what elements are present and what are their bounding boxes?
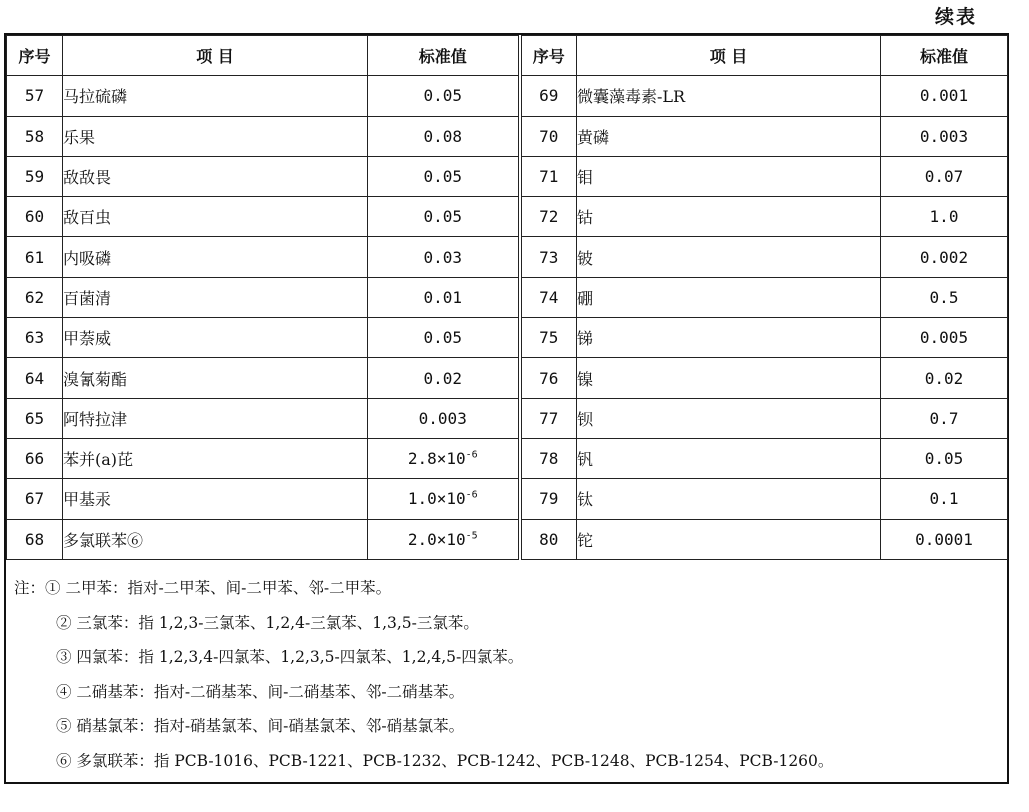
cell-value <box>881 197 1008 237</box>
cell-item <box>63 398 368 438</box>
cell-no <box>7 318 63 358</box>
cell-value-text: 0.05 <box>423 86 463 106</box>
cell-item <box>577 156 881 196</box>
table-row <box>7 318 1008 358</box>
cell-value <box>368 519 520 559</box>
cell-value <box>368 438 520 478</box>
cell-item-text: 镍 <box>577 369 594 389</box>
cell-no <box>7 519 63 559</box>
cell-value <box>368 197 520 237</box>
cell-value-text: 1.0×10 <box>407 489 466 509</box>
cell-item-text: 甲基汞 <box>63 490 112 510</box>
note-line <box>14 571 1007 606</box>
cell-item-text: 敌敌畏 <box>63 168 112 188</box>
cell-value-text: 0.0001 <box>915 529 973 549</box>
cell-value <box>881 438 1008 478</box>
note-line: ② 三氯苯：指 1,2,3-三氯苯、1,2,4-三氯苯、1,3,5-三氯苯。 <box>56 613 479 632</box>
cell-no-text: 62 <box>24 287 45 307</box>
cell-no <box>520 156 577 196</box>
cell-item <box>63 116 368 156</box>
cell-item <box>577 358 881 398</box>
cell-value-text: 0.05 <box>924 449 964 469</box>
cell-value <box>881 237 1008 277</box>
cell-no <box>7 479 63 519</box>
cell-item <box>577 318 881 358</box>
cell-item-text: 多氯联苯⑥ <box>63 530 144 550</box>
cell-item <box>63 519 368 559</box>
cell-no-text: 63 <box>24 328 45 348</box>
cell-item <box>63 318 368 358</box>
header-row <box>7 36 1008 76</box>
cell-no <box>520 277 577 317</box>
cell-value-text: 2.0×10 <box>407 529 466 549</box>
cell-item <box>577 438 881 478</box>
cell-item-text: 钡 <box>577 409 594 429</box>
cell-value-text: 0.5 <box>929 287 959 307</box>
cell-no <box>7 277 63 317</box>
cell-item <box>577 479 881 519</box>
cell-no <box>7 116 63 156</box>
cell-no-text: 64 <box>24 368 45 388</box>
cell-value-text: 0.003 <box>919 126 969 146</box>
note-line: ⑥ 多氯联苯：指 PCB-1016、PCB-1221、PCB-1232、PCB-1242、PCB-1248、PCB-1254、PCB-1260。 <box>56 751 834 770</box>
cell-no-text: 76 <box>539 368 559 388</box>
notes-prefix: 注： <box>14 579 46 597</box>
cell-value <box>368 76 520 116</box>
cell-value <box>881 318 1008 358</box>
header-item: 项 目 <box>63 36 368 76</box>
table-row <box>7 479 1008 519</box>
table-row <box>7 358 1008 398</box>
cell-item-text: 苯并(a)芘 <box>63 450 134 470</box>
cell-no-text: 72 <box>539 207 559 227</box>
cell-no-text: 59 <box>24 167 45 187</box>
cell-value-text: 0.001 <box>919 86 969 106</box>
cell-item-text: 敌百虫 <box>63 208 112 228</box>
table-row <box>7 76 1008 116</box>
cell-value <box>368 358 520 398</box>
cell-value-text: 0.02 <box>924 368 964 388</box>
cell-no-text: 65 <box>24 408 45 428</box>
cell-value-text: 0.003 <box>418 408 467 428</box>
exponent: -6 <box>465 449 478 461</box>
cell-no-text: 74 <box>539 287 559 307</box>
cell-value-text: 0.02 <box>423 368 463 388</box>
cell-value <box>881 479 1008 519</box>
cell-value-text: 1.0 <box>929 207 959 227</box>
cell-item <box>577 197 881 237</box>
cell-no <box>520 438 577 478</box>
cell-value <box>881 156 1008 196</box>
note-line: ④ 二硝基苯：指对-二硝基苯、间-二硝基苯、邻-二硝基苯。 <box>56 682 465 701</box>
cell-no-text: 68 <box>24 529 45 549</box>
exponent: -5 <box>465 530 478 542</box>
cell-item-text: 甲萘威 <box>63 329 112 349</box>
cell-no <box>7 398 63 438</box>
cell-value-text: 0.07 <box>924 167 964 187</box>
header-value: 标准值 <box>368 36 520 76</box>
cell-value <box>368 479 520 519</box>
header-no: 序号 <box>7 36 63 76</box>
cell-value <box>368 237 520 277</box>
header-no: 序号 <box>520 36 577 76</box>
cell-value-text: 0.05 <box>423 207 463 227</box>
notes-section <box>6 559 1007 782</box>
cell-item-text: 内吸磷 <box>63 248 112 268</box>
cell-no <box>7 237 63 277</box>
cell-item-text: 马拉硫磷 <box>63 87 128 107</box>
cell-no <box>520 197 577 237</box>
table-row <box>7 237 1008 277</box>
table-row <box>7 519 1008 559</box>
cell-item-text: 钛 <box>577 490 594 510</box>
cell-no <box>520 398 577 438</box>
cell-value <box>881 277 1008 317</box>
cell-value-text: 2.8×10 <box>407 449 466 469</box>
cell-no <box>520 358 577 398</box>
cell-item <box>577 277 881 317</box>
cell-value <box>881 398 1008 438</box>
cell-item-text: 铍 <box>577 248 594 268</box>
cell-value-text: 0.01 <box>423 287 463 307</box>
cell-item-text: 溴氰菊酯 <box>63 369 128 389</box>
cell-no-text: 77 <box>539 408 559 428</box>
cell-value-text: 0.05 <box>423 167 463 187</box>
cell-no <box>7 156 63 196</box>
cell-item-text: 硼 <box>577 288 594 308</box>
cell-no-text: 66 <box>24 449 45 469</box>
cell-item <box>63 197 368 237</box>
cell-item <box>63 156 368 196</box>
cell-value-text: 0.1 <box>929 489 959 509</box>
cell-no <box>7 76 63 116</box>
cell-item-text: 乐果 <box>63 127 96 147</box>
header-item: 项 目 <box>577 36 881 76</box>
cell-no-text: 58 <box>24 126 45 146</box>
cell-item <box>63 76 368 116</box>
cell-no-text: 61 <box>24 247 45 267</box>
exponent: -6 <box>465 490 478 502</box>
cell-value <box>368 116 520 156</box>
cell-value-text: 0.08 <box>423 126 463 146</box>
cell-no-text: 71 <box>539 167 559 187</box>
cell-no <box>520 116 577 156</box>
cell-no <box>7 358 63 398</box>
cell-item-text: 阿特拉津 <box>63 409 128 429</box>
cell-value-text: 0.7 <box>929 408 959 428</box>
cell-no <box>520 519 577 559</box>
cell-no <box>7 197 63 237</box>
cell-no-text: 73 <box>539 247 559 267</box>
cell-no <box>520 237 577 277</box>
cell-value-text: 0.002 <box>919 247 969 267</box>
cell-no-text: 80 <box>539 529 559 549</box>
note-line: ③ 四氯苯：指 1,2,3,4-四氯苯、1,2,3,5-四氯苯、1,2,4,5-四氯苯。 <box>56 648 524 666</box>
cell-value <box>368 398 520 438</box>
cell-item-text: 钒 <box>577 450 594 470</box>
cell-no-text: 70 <box>539 126 559 146</box>
cell-no <box>520 318 577 358</box>
standards-table <box>6 35 1008 560</box>
table-row <box>7 277 1008 317</box>
cell-value <box>881 76 1008 116</box>
note-line: ⑤ 硝基氯苯：指对-硝基氯苯、间-硝基氯苯、邻-硝基氯苯。 <box>56 717 465 735</box>
cell-no-text: 69 <box>539 86 559 106</box>
table-row <box>7 398 1008 438</box>
cell-no-text: 60 <box>24 207 45 227</box>
cell-no-text: 78 <box>539 449 559 469</box>
cell-item <box>577 398 881 438</box>
cell-value <box>881 116 1008 156</box>
cell-item-text: 微囊藻毒素-LR <box>577 87 686 107</box>
note-text: ① 二甲苯：指对-二甲苯、间-二甲苯、邻-二甲苯。 <box>45 579 392 597</box>
table-row <box>7 438 1008 478</box>
cell-no-text: 75 <box>539 328 559 348</box>
cell-value-text: 0.005 <box>919 328 969 348</box>
cell-item <box>577 116 881 156</box>
cell-value <box>881 519 1008 559</box>
cell-value <box>368 156 520 196</box>
cell-value <box>368 277 520 317</box>
cell-item-text: 钼 <box>577 168 594 188</box>
cell-no-text: 57 <box>24 86 45 106</box>
cell-item <box>63 358 368 398</box>
cell-item <box>577 519 881 559</box>
header-value: 标准值 <box>881 36 1008 76</box>
cell-no-text: 67 <box>24 489 45 509</box>
cell-value <box>368 318 520 358</box>
cell-value-text: 0.03 <box>423 247 463 267</box>
cell-item <box>577 76 881 116</box>
cell-item-text: 铊 <box>577 530 594 550</box>
cell-item <box>63 277 368 317</box>
cell-item <box>63 237 368 277</box>
standards-table-frame <box>4 33 1009 784</box>
cell-no <box>520 479 577 519</box>
table-row <box>7 197 1008 237</box>
table-row <box>7 116 1008 156</box>
cell-value-text: 0.05 <box>423 328 463 348</box>
cell-no <box>520 76 577 116</box>
cell-item-text: 百菌清 <box>63 288 112 308</box>
cell-item-text: 黄磷 <box>577 127 610 147</box>
cell-no <box>7 438 63 478</box>
cell-item <box>63 438 368 478</box>
cell-no-text: 79 <box>539 489 559 509</box>
cell-value <box>881 358 1008 398</box>
cell-item-text: 锑 <box>577 329 594 349</box>
cell-item <box>577 237 881 277</box>
cell-item <box>63 479 368 519</box>
table-row <box>7 156 1008 196</box>
cell-item-text: 钴 <box>577 208 594 228</box>
table-caption: 续表 <box>934 6 977 28</box>
